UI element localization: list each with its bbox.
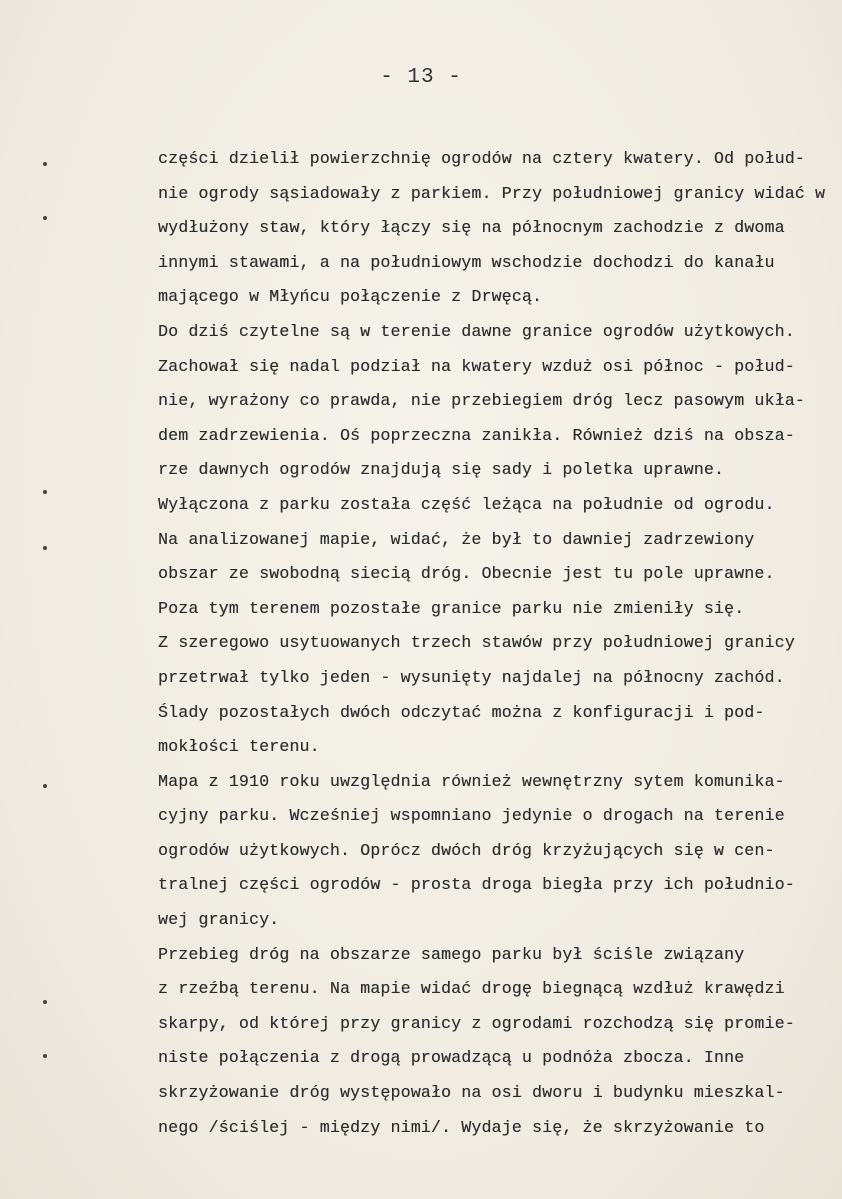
- margin-mark: [43, 784, 47, 788]
- margin-mark: [43, 490, 47, 494]
- text-line: nie, wyrażony co prawda, nie przebiegiem dróg lecz pasowym ukła-: [158, 391, 805, 411]
- text-line: Wyłączona z parku została część leżąca na południe od ogrodu.: [158, 494, 775, 514]
- text-line: Poza tym terenem pozostałe granice parku nie zmieniły się.: [158, 598, 745, 618]
- text-line: skrzyżowanie dróg występowało na osi dworu i budynku mieszkal-: [158, 1083, 785, 1103]
- text-line: skarpy, od której przy granicy z ogrodami rozchodzą się promie-: [158, 1013, 795, 1033]
- text-line: Do dziś czytelne są w terenie dawne granice ogrodów użytkowych.: [158, 321, 795, 341]
- text-line: wej granicy.: [158, 910, 280, 930]
- text-line: obszar ze swobodną siecią dróg. Obecnie jest tu pole uprawne.: [158, 564, 775, 584]
- margin-mark: [43, 1054, 47, 1058]
- text-line: z rzeźbą terenu. Na mapie widać drogę biegnącą wzdłuż krawędzi: [158, 979, 785, 999]
- page-number: - 13 -: [380, 66, 462, 89]
- text-line: Na analizowanej mapie, widać, że był to dawniej zadrzewiony: [158, 529, 755, 549]
- text-line: innymi stawami, a na południowym wschodzie dochodzi do kanału: [158, 252, 775, 272]
- text-line: dem zadrzewienia. Oś poprzeczna zanikła. Również dziś na obsza-: [158, 425, 795, 445]
- text-line: nego /ściślej - między nimi/. Wydaje się, że skrzyżowanie to: [158, 1117, 765, 1137]
- text-line: cyjny parku. Wcześniej wspomniano jedynie o drogach na terenie: [158, 806, 785, 826]
- text-line: części dzielił powierzchnię ogrodów na cztery kwatery. Od połud-: [158, 149, 805, 168]
- text-line: tralnej części ogrodów - prosta droga biegła przy ich południo-: [158, 875, 795, 895]
- text-line: mającego w Młyńcu połączenie z Drwęcą.: [158, 287, 543, 307]
- margin-mark: [43, 216, 47, 220]
- text-line: Przebieg dróg na obszarze samego parku był ściśle związany: [158, 944, 745, 964]
- text-line: Ślady pozostałych dwóch odczytać można z konfiguracji i pod-: [158, 702, 765, 722]
- text-line: rze dawnych ogrodów znajdują się sady i poletka uprawne.: [158, 460, 725, 480]
- text-line: przetrwał tylko jeden - wysunięty najdalej na północny zachód.: [158, 667, 785, 687]
- text-line: ogrodów użytkowych. Oprócz dwóch dróg krzyżujących się w cen-: [158, 840, 775, 860]
- body-text: [158, 142, 842, 1145]
- text-line: Z szeregowo usytuowanych trzech stawów przy południowej granicy: [158, 633, 795, 653]
- text-line: Zachował się nadal podział na kwatery wzduż osi północ - połud-: [158, 356, 795, 376]
- margin-mark: [43, 162, 47, 166]
- text-line: Mapa z 1910 roku uwzględnia również wewnętrzny sytem komunika-: [158, 771, 785, 791]
- text-line: mokłości terenu.: [158, 737, 320, 757]
- margin-mark: [43, 546, 47, 550]
- margin-mark: [43, 1000, 47, 1004]
- text-line: niste połączenia z drogą prowadzącą u podnóża zbocza. Inne: [158, 1048, 745, 1068]
- text-line: nie ogrody sąsiadowały z parkiem. Przy południowej granicy widać w: [158, 183, 826, 203]
- text-line: wydłużony staw, który łączy się na północnym zachodzie z dwoma: [158, 218, 785, 238]
